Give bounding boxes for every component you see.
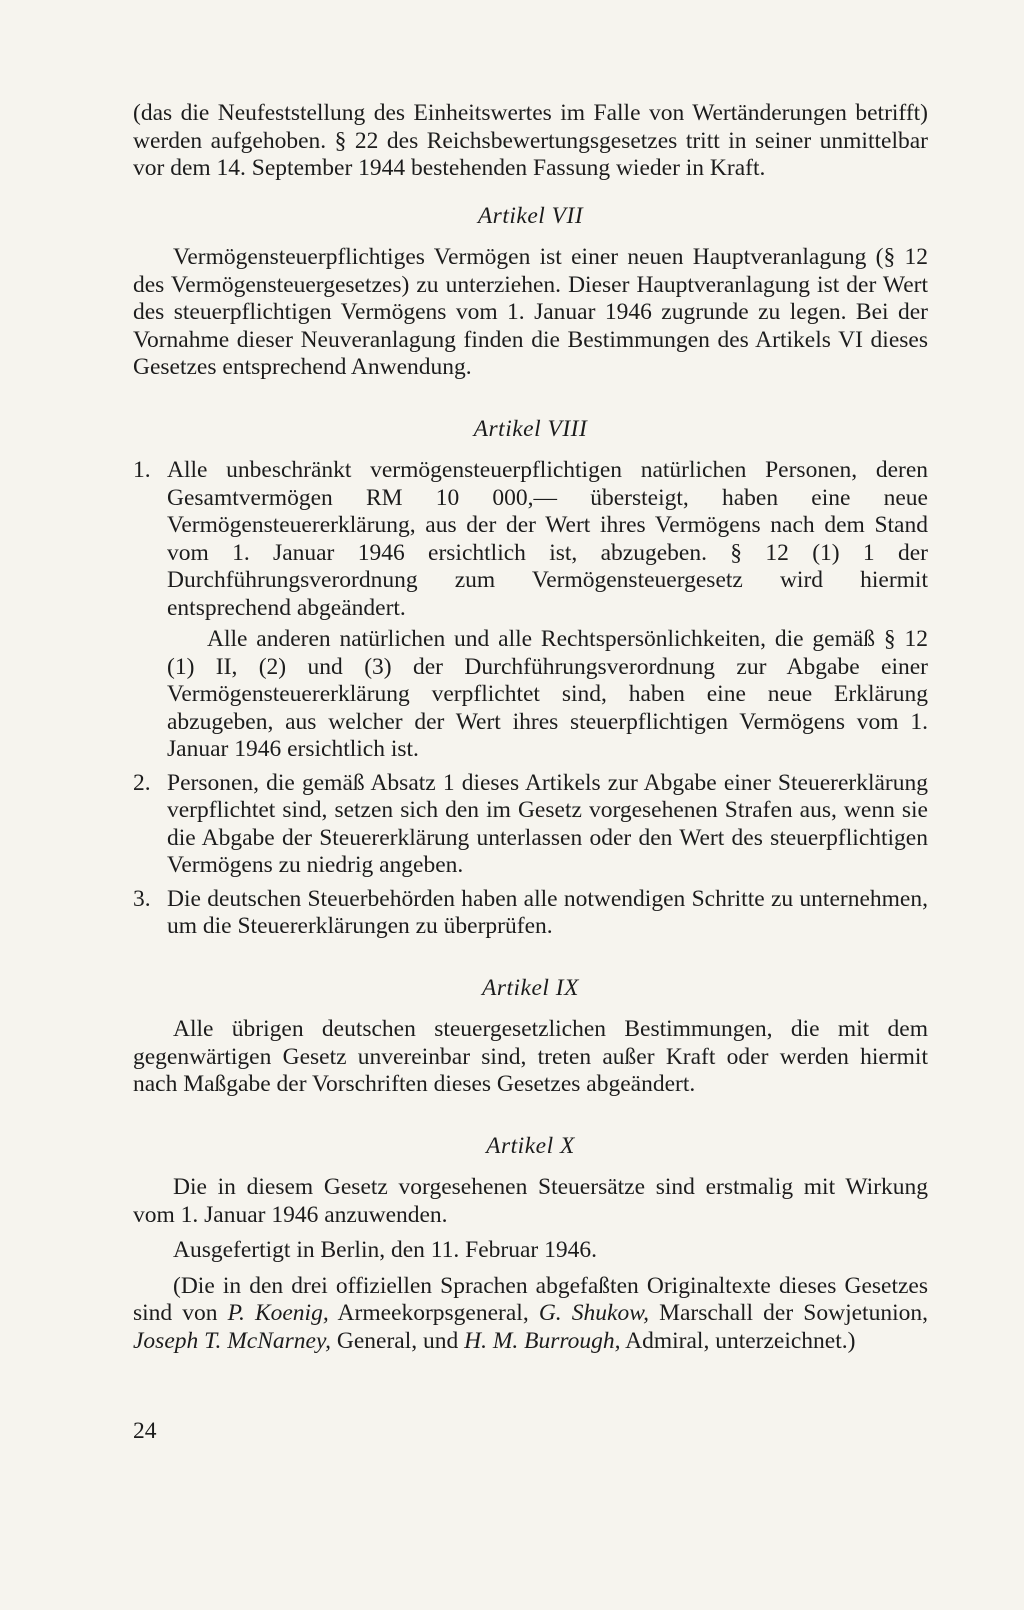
signatory-koenig: P. Koenig, bbox=[227, 1300, 329, 1326]
heading-artikel-x: Artikel X bbox=[486, 1132, 575, 1159]
document-page bbox=[133, 100, 928, 1355]
item-body bbox=[167, 457, 928, 764]
signatory-shukow: G. Shukow, bbox=[538, 1300, 649, 1326]
issued-line: Ausgefertigt in Berlin, den 11. Februar 1946. bbox=[173, 1237, 597, 1263]
heading-artikel-viii: Artikel VIII bbox=[473, 415, 588, 442]
artikel-ix-text: Alle übrigen deutschen steuergesetzlichen Bestimmungen, die mit dem gegenwärtigen Gesetz unvereinbar sind, treten außer Kraft oder werden hiermit nach Maßgabe der Vorschriften dieses Gesetzes abgeändert. bbox=[133, 1016, 928, 1097]
artikel-viii-item-3 bbox=[133, 886, 928, 941]
opening-paragraph: (das die Neufeststellung des Einheitswertes im Falle von Wertänderungen betrifft) werden aufgehoben. § 22 des Reichsbewertungsgesetzes tritt in seiner unmittelbar vor dem 14. September 1944 bestehenden Fassung wieder in Kraft. bbox=[133, 100, 928, 181]
signatory-mcnarney: Joseph T. McNarney, bbox=[133, 1327, 331, 1354]
item-subparagraph: Alle anderen natürlichen und alle Rechtspersönlichkeiten, die gemäß § 12 (1) II, (2) und (3) der Durchführungsverordnung zur Abgabe einer Vermögensteuererklärung verpflichtet sind, haben eine neue Erklärung abzugeben, aus welcher der Wert ihres steuerpflichtigen Vermögens vom 1. Januar 1946 ersichtlich ist. bbox=[167, 626, 928, 762]
signatories-text: Armeekorpsgeneral, bbox=[328, 1300, 539, 1326]
signatories-text: (Die in den drei offiziellen Sprachen abgefaßten Originaltexte dieses Gesetzes sind von bbox=[133, 1272, 928, 1326]
artikel-x-text: Die in diesem Gesetz vorgesehenen Steuersätze sind erstmalig mit Wirkung vom 1. Januar 1946 anzuwenden. bbox=[133, 1174, 928, 1228]
item-number: 3. bbox=[133, 885, 151, 912]
item-text: Alle unbeschränkt vermögensteuerpflichtigen natürlichen Personen, deren Gesamtvermögen RM 10 000,— übersteigt, haben eine neue Vermögensteuererklärung, aus der der Wert ihres Vermögens nach dem Stand vom 1. Januar 1946 ersichtlich ist, abzugeben. § 12 (1) 1 der Durchführungsverordnung zum Vermögensteuergesetz wird hiermit entsprechend abgeändert. bbox=[167, 457, 928, 621]
heading-artikel-ix: Artikel IX bbox=[481, 974, 579, 1001]
item-number: 1. bbox=[133, 457, 151, 483]
item-text: Die deutschen Steuerbehörden haben alle notwendigen Schritte zu unternehmen, um die Steuererklärungen zu überprüfen. bbox=[167, 885, 928, 939]
item-body bbox=[167, 886, 928, 941]
heading-artikel-vii: Artikel VII bbox=[477, 202, 584, 229]
item-body bbox=[167, 770, 928, 880]
page-number: 24 bbox=[133, 1418, 157, 1444]
artikel-viii-item-2 bbox=[133, 770, 928, 880]
signatories-text: General, und bbox=[330, 1327, 465, 1354]
signatories-text: Admiral, unterzeichnet.) bbox=[620, 1327, 856, 1354]
item-text: Personen, die gemäß Absatz 1 dieses Artikels zur Abgabe einer Steuererklärung verpflichtet sind, setzen sich den im Gesetz vorgesehenen Strafen aus, wenn sie die Abgabe der Steuererklärung unterlassen oder den Wert des steuerpflichtigen Vermögens zu niedrig angeben. bbox=[167, 769, 928, 878]
artikel-vii-text: Vermögensteuerpflichtiges Vermögen ist einer neuen Hauptveranlagung (§ 12 des Vermögensteuergesetzes) zu unterziehen. Dieser Hauptveranlagung ist der Wert des steuerpflichtigen Vermögens vom 1. Januar 1946 zugrunde zu legen. Bei der Vornahme dieser Neuveranlagung finden die Bestimmungen des Artikels VI dieses Gesetzes entsprechend Anwendung. bbox=[133, 244, 928, 380]
item-number: 2. bbox=[133, 769, 151, 796]
artikel-viii-item-1 bbox=[133, 457, 928, 764]
signatory-burrough: H. M. Burrough, bbox=[464, 1327, 621, 1354]
signatories-paragraph bbox=[133, 1273, 928, 1356]
signatories-text: Marschall der Sowjetunion, bbox=[649, 1300, 928, 1326]
